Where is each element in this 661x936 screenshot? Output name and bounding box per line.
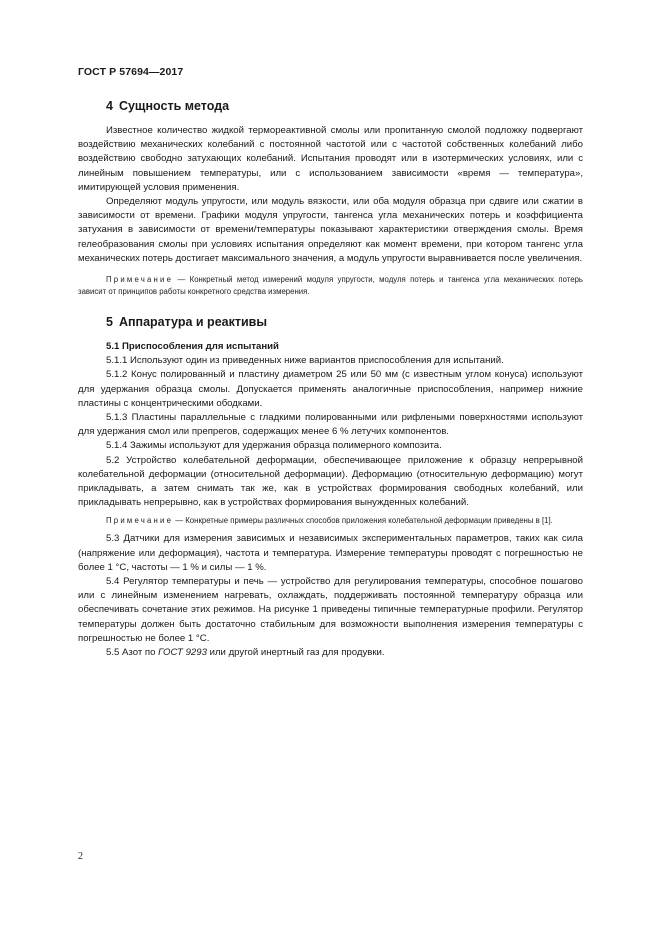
note-4 (78, 274, 583, 298)
section-5-title: Аппаратура и реактивы (118, 315, 268, 330)
paragraph-5-1-3: 5.1.3 Пластины параллельные с гладкими полированными или рифлеными поверхностями используют для удержания смол или препрегов, содержащих менее 6 % летучих компонентов. (78, 412, 583, 438)
paragraph-5-1-1: 5.1.1 Используют один из приведенных ниже вариантов приспособления для испытаний. (106, 355, 504, 367)
page-content (78, 90, 583, 660)
note-label: Примечание (106, 516, 174, 526)
section-4-heading (78, 98, 583, 114)
paragraph-5-3: 5.3 Датчики для измерения зависимых и независимых экспериментальных параметров, таких как сила (напряжение или деформация), частота и температура. Измерение температуры проводят с погрешностью не более 1 °С, частоты — 1 % и силы — 1 %. (78, 533, 583, 573)
note-label: Примечание (106, 275, 174, 285)
paragraph-5-5-prefix: 5.5 Азот по (106, 647, 159, 659)
paragraph-5-1-4: 5.1.4 Зажимы используют для удержания образца полимерного композита. (106, 440, 442, 452)
note-text: — Конкретный метод измерений модуля упругости, модуля потерь и тангенса угла механических потерь зависит от принципов работы конкретного средства измерения. (78, 275, 583, 297)
note-5-2 (78, 515, 583, 527)
page-number: 2 (78, 851, 83, 862)
paragraph-4-1: Известное количество жидкой термореактивной смолы или пропитанную смолой подложку подвергают воздействию механических колебаний с постоянной частотой или с частотой собственных колебаний либо воздействию свободно затухающих колебаний. Испытания проводят или в изотермических условиях, или с линейным повышением температуры, или с использованием зависимости «время — температура», имитирующей условия применения. (78, 125, 583, 193)
subsection-5-1-heading: 5.1 Приспособления для испытаний (106, 341, 279, 353)
section-4-title: Сущность метода (118, 99, 230, 113)
paragraph-5-2: 5.2 Устройство колебательной деформации, обеспечивающее приложение к образцу непрерывной колебательной деформации (относительной деформации). Деформацию (относительную деформацию) могут прикладывать, а затем снимать так же, как в устройствах формирования свободных колебаний, или прикладывать непрерывно, как в устройствах формирования вынужденных колебаний. (78, 454, 583, 509)
document-header: ГОСТ Р 57694—2017 (78, 66, 184, 78)
paragraph-4-2: Определяют модуль упругости, или модуль вязкости, или оба модуля образца при сдвиге или сжатии в зависимости от времени. Графики модуля упругости, тангенса угла механических потерь и коэффициента затухания в зависимости от времени/температуры показывают характеристики отверждения смолы. Время гелеобразования смолы при условиях испытания определяют как момент времени, при котором тангенс угла механических потерь достигает максимального значения, а модуль упругости выравнивается после увеличения. (78, 196, 583, 264)
paragraph-5-1-2: 5.1.2 Конус полированный и пластину диаметром 25 или 50 мм (с известным углом конуса) используют для удержания образца смолы. Допускается применять аналогичные приспособления, например нижние пластины с концентрическими ободками. (78, 369, 583, 409)
paragraph-5-5 (78, 646, 583, 660)
paragraph-5-4: 5.4 Регулятор температуры и печь — устройство для регулирования температуры, способное пошагово или с линейным изменением нагревать, охлаждать, поддерживать постоянной температуру образца или обеспечивать сочетание этих режимов. На рисунке 1 приведены типичные температурные профили. Регулятор температуры должен быть достаточно стабильным для возможности выполнения измерения температуры с погрешностью не более 1 °С. (78, 576, 583, 644)
note-text: — Конкретные примеры различных способов приложения колебательной деформации приведены в [1]. (173, 516, 553, 526)
section-5-number: 5 (106, 315, 113, 330)
section-5-heading (78, 314, 583, 330)
standard-reference-link[interactable]: ГОСТ 9293 (158, 647, 207, 659)
paragraph-5-5-suffix: или другой инертный газ для продувки. (206, 647, 385, 659)
section-4-number: 4 (106, 99, 113, 113)
